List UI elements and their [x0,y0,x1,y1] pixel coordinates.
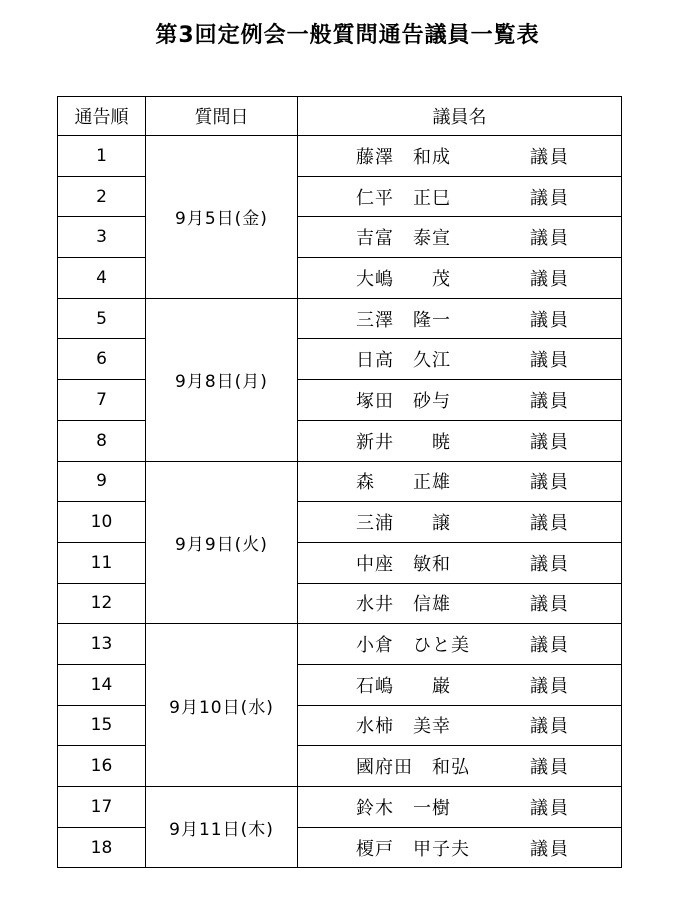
question-date: 9月9日(火) [146,461,298,624]
order-number: 15 [58,705,146,746]
member-suffix: 議員 [530,757,570,779]
member-name: 三澤 隆一 [356,309,451,331]
member-name-cell [298,420,622,461]
member-suffix: 議員 [530,390,570,412]
member-suffix: 議員 [530,187,570,209]
members-table [57,96,622,868]
member-name-wrapper [298,421,621,461]
member-name: 塚田 砂与 [356,390,451,412]
member-name-wrapper [298,502,621,542]
member-name-cell [298,502,622,543]
member-name: 森 正雄 [356,472,451,494]
table-row [58,746,622,787]
page-title: 第3回定例会一般質問通告議員一覧表 [155,23,540,48]
member-name-cell [298,583,622,624]
member-suffix: 議員 [530,675,570,697]
member-name-wrapper [298,665,621,705]
member-name-wrapper [298,299,621,339]
order-number: 3 [58,217,146,258]
order-number: 17 [58,787,146,828]
order-number: 7 [58,380,146,421]
table-row [58,380,622,421]
member-suffix: 議員 [530,553,570,575]
order-number: 11 [58,542,146,583]
member-name: 日高 久江 [356,350,451,372]
table-row [58,298,622,339]
member-name-wrapper [298,339,621,379]
member-name-wrapper [298,462,621,502]
table-row [58,420,622,461]
member-name-cell [298,827,622,868]
member-name: 新井 暁 [356,431,451,453]
member-name-cell [298,217,622,258]
order-number: 18 [58,827,146,868]
member-name-cell [298,624,622,665]
member-name: 大嶋 茂 [356,268,451,290]
member-name: 石嶋 巌 [356,675,451,697]
question-date: 9月5日(金) [146,136,298,299]
member-name-cell [298,542,622,583]
table-row [58,705,622,746]
question-date: 9月10日(水) [146,624,298,787]
table-row [58,787,622,828]
member-name: 三浦 譲 [356,513,451,535]
member-name-wrapper [298,258,621,298]
member-name-wrapper [298,380,621,420]
member-suffix: 議員 [530,838,570,860]
question-date: 9月8日(月) [146,298,298,461]
question-date: 9月11日(木) [146,787,298,868]
table-row [58,502,622,543]
member-name-cell [298,258,622,299]
member-name: 中座 敏和 [356,553,451,575]
member-name-cell [298,746,622,787]
order-number: 16 [58,746,146,787]
order-number: 4 [58,258,146,299]
member-name-cell [298,787,622,828]
table-row [58,583,622,624]
table-row [58,461,622,502]
member-suffix: 議員 [530,309,570,331]
member-name-wrapper [298,543,621,583]
order-number: 14 [58,664,146,705]
table-body [58,136,622,868]
member-suffix: 議員 [530,472,570,494]
member-name: 藤澤 和成 [356,146,451,168]
table-row [58,542,622,583]
member-name-cell [298,339,622,380]
header-name: 議員名 [298,97,622,136]
member-name: 水井 信雄 [356,594,451,616]
member-name-wrapper [298,787,621,827]
member-name-wrapper [298,177,621,217]
member-name-cell [298,298,622,339]
member-name-cell [298,176,622,217]
order-number: 5 [58,298,146,339]
table-row [58,258,622,299]
member-name-cell [298,136,622,177]
order-number: 6 [58,339,146,380]
table-row [58,176,622,217]
member-name-wrapper [298,217,621,257]
member-suffix: 議員 [530,268,570,290]
table-row [58,664,622,705]
member-suffix: 議員 [530,513,570,535]
table-row [58,339,622,380]
table-row [58,624,622,665]
member-suffix: 議員 [530,228,570,250]
table-row [58,827,622,868]
member-suffix: 議員 [530,350,570,372]
member-suffix: 議員 [530,146,570,168]
member-name-cell [298,705,622,746]
member-name-cell [298,664,622,705]
member-name-wrapper [298,584,621,624]
table-row [58,217,622,258]
member-name-wrapper [298,624,621,664]
member-name-wrapper [298,828,621,868]
member-name-wrapper [298,746,621,786]
member-suffix: 議員 [530,594,570,616]
member-suffix: 議員 [530,716,570,738]
member-name: 水柿 美幸 [356,716,451,738]
member-name: 吉富 泰宣 [356,228,451,250]
member-suffix: 議員 [530,431,570,453]
member-name: 國府田 和弘 [356,757,470,779]
member-name: 仁平 正巳 [356,187,451,209]
member-suffix: 議員 [530,797,570,819]
member-name-cell [298,461,622,502]
header-date: 質問日 [146,97,298,136]
member-name: 小倉 ひと美 [356,635,470,657]
member-name-wrapper [298,706,621,746]
header-order: 通告順 [58,97,146,136]
member-name: 鈴木 一樹 [356,797,451,819]
order-number: 10 [58,502,146,543]
member-name: 榎戸 甲子夫 [356,838,470,860]
member-name-wrapper [298,136,621,176]
member-name-cell [298,380,622,421]
order-number: 12 [58,583,146,624]
table-header-row [58,97,622,136]
order-number: 9 [58,461,146,502]
order-number: 13 [58,624,146,665]
member-suffix: 議員 [530,635,570,657]
order-number: 1 [58,136,146,177]
table-row [58,136,622,177]
order-number: 8 [58,420,146,461]
order-number: 2 [58,176,146,217]
